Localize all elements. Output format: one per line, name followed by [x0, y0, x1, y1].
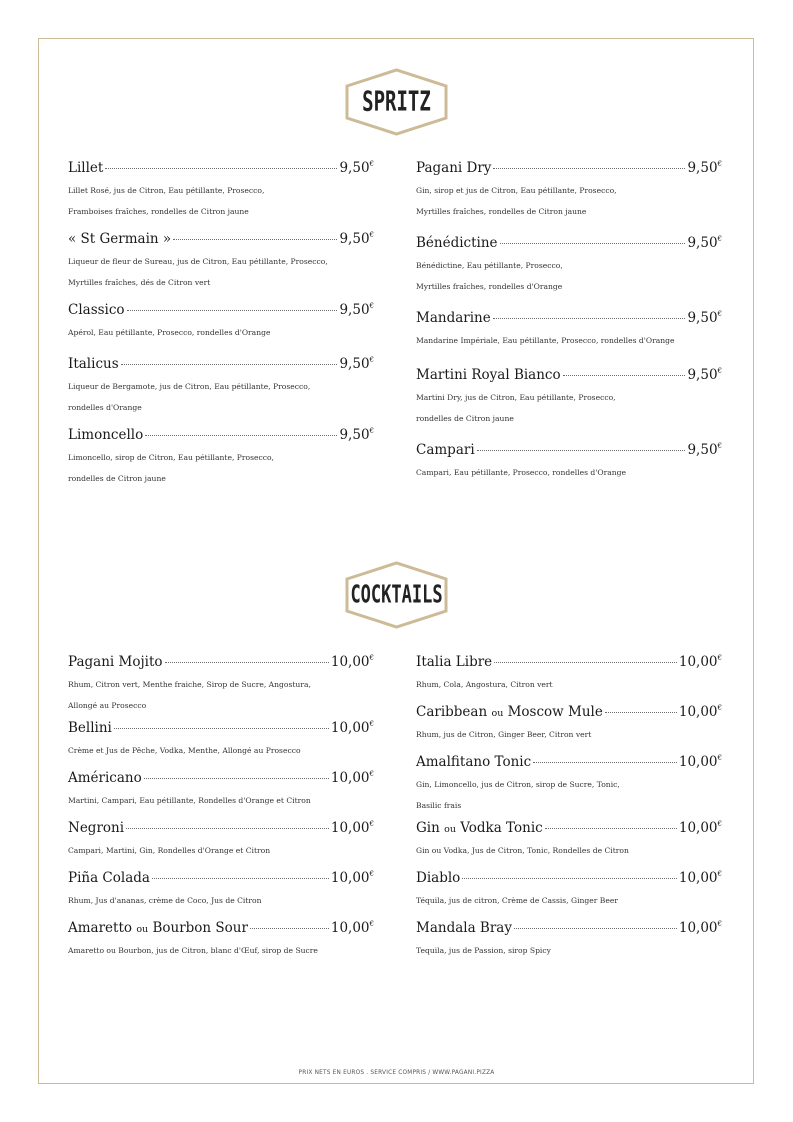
menu-item-conjunction: ou	[491, 708, 504, 719]
menu-item-name-text: Campari	[416, 442, 475, 458]
dot-leader	[514, 928, 677, 929]
price-value: 9,50	[687, 310, 718, 326]
menu-item-name	[68, 160, 103, 176]
menu-item-name	[416, 820, 543, 836]
menu-item	[68, 920, 374, 961]
menu-item-description: Rhum, Citron vert, Menthe fraiche, Sirop de Sucre, Angostura,	[68, 680, 311, 689]
menu-item-description: Allongé au Prosecco	[68, 701, 147, 710]
menu-item-name-text: Mandala Bray	[416, 920, 512, 936]
currency-symbol: €	[369, 654, 374, 662]
currency-symbol: €	[369, 920, 374, 928]
menu-item-description: Bénédictine, Eau pétillante, Prosecco,	[416, 261, 563, 270]
menu-item-description: Limoncello, sirop de Citron, Eau pétillante, Prosecco,	[68, 453, 274, 462]
menu-item-name	[416, 754, 531, 770]
dot-leader	[493, 318, 686, 319]
menu-item-name	[416, 160, 491, 176]
currency-symbol: €	[369, 160, 374, 168]
menu-item-name-text: Bénédictine	[416, 235, 498, 251]
currency-symbol: €	[369, 427, 374, 435]
menu-item-description: Apérol, Eau pétillante, Prosecco, rondelles d'Orange	[68, 328, 271, 337]
menu-item-price	[339, 302, 374, 318]
menu-item-description: Framboises fraîches, rondelles de Citron jaune	[68, 207, 249, 216]
dot-leader	[152, 878, 329, 879]
menu-item-price	[331, 654, 374, 670]
currency-symbol: €	[717, 310, 722, 318]
menu-item-name-alt: Moscow Mule	[507, 704, 603, 720]
currency-symbol: €	[717, 704, 722, 712]
menu-item-header	[416, 367, 722, 387]
menu-item-name	[416, 704, 603, 720]
menu-item-name-text: Américano	[68, 770, 142, 786]
menu-item-header	[416, 442, 722, 462]
menu-item-description: Gin, sirop et jus de Citron, Eau pétillante, Prosecco,	[416, 186, 617, 195]
menu-item-description: Myrtilles fraîches, rondelles d'Orange	[416, 282, 563, 291]
menu-item-header	[416, 920, 722, 940]
menu-item-price	[679, 920, 722, 936]
price-value: 9,50	[339, 231, 370, 247]
currency-symbol: €	[369, 302, 374, 310]
currency-symbol: €	[717, 235, 722, 243]
menu-item-description: Amaretto ou Bourbon, jus de Citron, blanc d'Œuf, sirop de Sucre	[68, 946, 318, 955]
menu-item-description: Campari, Eau pétillante, Prosecco, rondelles d'Orange	[416, 468, 626, 477]
dot-leader	[126, 828, 329, 829]
footer-note: PRIX NETS EN EUROS . SERVICE COMPRIS / WWW.PAGANI.PIZZA	[298, 1070, 495, 1076]
currency-symbol: €	[717, 160, 722, 168]
price-value: 9,50	[687, 367, 718, 383]
dot-leader	[563, 375, 686, 376]
menu-item-description: Martini, Campari, Eau pétillante, Rondelles d'Orange et Citron	[68, 796, 311, 805]
menu-item-header	[416, 704, 722, 724]
menu-item-price	[679, 754, 722, 770]
menu-item-header	[68, 356, 374, 376]
menu-item-price	[687, 235, 722, 251]
menu-item-price	[679, 704, 722, 720]
menu-item-name	[68, 231, 171, 247]
menu-item-name-text: Amaretto	[68, 920, 133, 936]
menu-item-name-text: Pagani Mojito	[68, 654, 163, 670]
menu-item-header	[416, 160, 722, 180]
currency-symbol: €	[369, 770, 374, 778]
dot-leader	[493, 168, 685, 169]
currency-symbol: €	[717, 920, 722, 928]
currency-symbol: €	[717, 754, 722, 762]
currency-symbol: €	[369, 820, 374, 828]
section-badge-spritz	[345, 68, 448, 136]
menu-item-header	[68, 820, 374, 840]
menu-item-description: Martini Dry, jus de Citron, Eau pétillante, Prosecco,	[416, 393, 616, 402]
price-value: 10,00	[678, 870, 718, 886]
menu-item-description: Myrtilles fraîches, dés de Citron vert	[68, 278, 211, 287]
menu-item	[68, 356, 374, 418]
menu-item-description: Rhum, Cola, Angostura, Citron vert	[416, 680, 553, 689]
dot-leader	[605, 712, 677, 713]
menu-item-header	[68, 770, 374, 790]
price-value: 10,00	[330, 654, 370, 670]
menu-item-description: Campari, Martini, Gin, Rondelles d'Orange et Citron	[68, 846, 271, 855]
menu-item-name-text: Caribbean	[416, 704, 488, 720]
menu-item-description: Crème et Jus de Pêche, Vodka, Menthe, Allongé au Prosecco	[68, 746, 301, 755]
menu-item-name-text: Martini Royal Bianco	[416, 367, 561, 383]
menu-item-description: Liqueur de Bergamote, jus de Citron, Eau pétillante, Prosecco,	[68, 382, 311, 391]
price-value: 10,00	[330, 770, 370, 786]
menu-item-price	[331, 770, 374, 786]
menu-item-name	[68, 654, 163, 670]
menu-item-name-alt: Vodka Tonic	[460, 820, 543, 836]
menu-item-name-text: Limoncello	[68, 427, 144, 443]
menu-item-name	[416, 920, 512, 936]
price-value: 9,50	[339, 302, 370, 318]
dot-leader	[462, 878, 677, 879]
price-value: 10,00	[330, 820, 370, 836]
menu-item-header	[416, 754, 722, 774]
menu-item-price	[679, 870, 722, 886]
menu-item	[68, 427, 374, 489]
menu-item-price	[339, 231, 374, 247]
currency-symbol: €	[369, 356, 374, 364]
section-badge-cocktails	[345, 561, 448, 629]
menu-item-name-text: Piña Colada	[68, 870, 150, 886]
menu-item	[416, 870, 722, 911]
price-value: 9,50	[339, 427, 370, 443]
menu-item-price	[687, 160, 722, 176]
menu-item-name	[68, 820, 124, 836]
menu-item-name	[68, 720, 112, 736]
section-title-spritz: SPRITZ	[362, 86, 431, 118]
menu-item-name	[416, 367, 561, 383]
dot-leader	[477, 450, 686, 451]
menu-item-header	[68, 720, 374, 740]
menu-item	[68, 231, 374, 293]
menu-item-name	[68, 870, 150, 886]
currency-symbol: €	[369, 870, 374, 878]
menu-item-name	[416, 654, 492, 670]
menu-item	[68, 160, 374, 222]
menu-item	[416, 310, 722, 351]
menu-item-header	[68, 302, 374, 322]
menu-item-description: Gin, Limoncello, jus de Citron, sirop de Sucre, Tonic,	[416, 780, 620, 789]
menu-item-description: Mandarine Impériale, Eau pétillante, Prosecco, rondelles d'Orange	[416, 336, 675, 345]
dot-leader	[545, 828, 677, 829]
menu-item	[416, 442, 722, 483]
menu-item-name-text: « St Germain »	[68, 231, 172, 247]
menu-item	[416, 235, 722, 297]
menu-item-description: Liqueur de fleur de Sureau, jus de Citron, Eau pétillante, Prosecco,	[68, 257, 328, 266]
menu-item-description: rondelles de Citron jaune	[68, 474, 166, 483]
menu-item-name	[68, 356, 119, 372]
menu-item-name-text: Bellini	[68, 720, 112, 736]
menu-item-conjunction: ou	[444, 824, 456, 835]
menu-item	[416, 920, 722, 961]
menu-item-header	[416, 820, 722, 840]
price-value: 10,00	[678, 654, 718, 670]
menu-item-name-text: Negroni	[68, 820, 125, 836]
menu-item-name-text: Classico	[68, 302, 125, 318]
menu-item-price	[331, 820, 374, 836]
menu-item-name	[68, 427, 143, 443]
menu-item-name-text: Lillet	[68, 160, 104, 176]
dot-leader	[500, 243, 686, 244]
price-value: 9,50	[339, 356, 370, 372]
menu-item-description: rondelles d'Orange	[68, 403, 142, 412]
menu-item-header	[416, 654, 722, 674]
menu-item-price	[687, 367, 722, 383]
menu-item-name-text: Gin	[416, 820, 440, 836]
menu-item-header	[68, 427, 374, 447]
dot-leader	[114, 728, 329, 729]
menu-item-name-text: Amalfitano Tonic	[416, 754, 532, 770]
menu-item-price	[687, 442, 722, 458]
price-value: 10,00	[678, 704, 718, 720]
price-value: 10,00	[678, 754, 718, 770]
menu-item	[416, 654, 722, 695]
menu-item-price	[339, 356, 374, 372]
menu-item-description: Tequila, jus de Passion, sirop Spicy	[416, 946, 551, 955]
dot-leader	[250, 928, 329, 929]
menu-item-description: Gin ou Vodka, Jus de Citron, Tonic, Rondelles de Citron	[416, 846, 629, 855]
menu-item-description: Téquila, jus de citron, Crème de Cassis, Ginger Beer	[416, 896, 618, 905]
dot-leader	[127, 310, 338, 311]
menu-item-price	[679, 820, 722, 836]
menu-item-name	[416, 235, 498, 251]
price-value: 9,50	[339, 160, 370, 176]
dot-leader	[105, 168, 337, 169]
dot-leader	[165, 662, 329, 663]
menu-item-header	[68, 231, 374, 251]
menu-item-description: Myrtilles fraîches, rondelles de Citron jaune	[416, 207, 587, 216]
menu-item-name	[68, 920, 248, 936]
menu-item-price	[679, 654, 722, 670]
menu-item-description: rondelles de Citron jaune	[416, 414, 514, 423]
menu-item	[416, 367, 722, 429]
menu-item-header	[68, 160, 374, 180]
menu-item-name	[416, 442, 475, 458]
currency-symbol: €	[717, 820, 722, 828]
menu-item-description: Rhum, jus de Citron, Ginger Beer, Citron vert	[416, 730, 592, 739]
dot-leader	[145, 435, 337, 436]
menu-item-price	[331, 720, 374, 736]
menu-item-name-text: Diablo	[416, 870, 461, 886]
price-value: 9,50	[687, 442, 718, 458]
menu-item	[68, 654, 374, 716]
menu-item-header	[68, 654, 374, 674]
dot-leader	[533, 762, 677, 763]
section-title-cocktails: COCKTAILS	[350, 580, 443, 610]
currency-symbol: €	[717, 442, 722, 450]
price-value: 10,00	[330, 720, 370, 736]
menu-item-name-text: Mandarine	[416, 310, 491, 326]
menu-item-name	[416, 870, 460, 886]
menu-item-price	[339, 160, 374, 176]
menu-item-header	[68, 920, 374, 940]
menu-item-description: Rhum, Jus d'ananas, crème de Coco, Jus de Citron	[68, 896, 262, 905]
menu-item-conjunction: ou	[136, 924, 149, 935]
currency-symbol: €	[369, 231, 374, 239]
menu-item	[68, 820, 374, 861]
currency-symbol: €	[717, 870, 722, 878]
menu-item	[416, 754, 722, 816]
price-value: 10,00	[678, 920, 718, 936]
menu-item-header	[416, 870, 722, 890]
menu-item-header	[68, 870, 374, 890]
price-value: 9,50	[687, 235, 718, 251]
dot-leader	[494, 662, 677, 663]
menu-item-name	[68, 770, 142, 786]
currency-symbol: €	[717, 367, 722, 375]
menu-item	[416, 820, 722, 861]
menu-item	[68, 302, 374, 343]
price-value: 10,00	[678, 820, 718, 836]
menu-item-name	[416, 310, 491, 326]
menu-item	[416, 704, 722, 745]
menu-item	[68, 870, 374, 911]
menu-item-name-text: Pagani Dry	[416, 160, 492, 176]
dot-leader	[121, 364, 338, 365]
menu-item-description: Lillet Rosé, jus de Citron, Eau pétillante, Prosecco,	[68, 186, 265, 195]
dot-leader	[173, 239, 337, 240]
price-value: 9,50	[687, 160, 718, 176]
currency-symbol: €	[717, 654, 722, 662]
menu-item-price	[331, 920, 374, 936]
menu-item-name-text: Italia Libre	[416, 654, 493, 670]
menu-item-header	[416, 235, 722, 255]
menu-item-price	[339, 427, 374, 443]
price-value: 10,00	[330, 870, 370, 886]
menu-item-price	[331, 870, 374, 886]
menu-item	[68, 770, 374, 811]
menu-item-name-alt: Bourbon Sour	[152, 920, 248, 936]
menu-item-header	[416, 310, 722, 330]
menu-item	[68, 720, 374, 761]
currency-symbol: €	[369, 720, 374, 728]
menu-item-name	[68, 302, 125, 318]
menu-item-price	[687, 310, 722, 326]
menu-item	[416, 160, 722, 222]
dot-leader	[144, 778, 329, 779]
price-value: 10,00	[330, 920, 370, 936]
menu-item-name-text: Italicus	[68, 356, 119, 372]
menu-item-description: Basilic frais	[416, 801, 462, 810]
